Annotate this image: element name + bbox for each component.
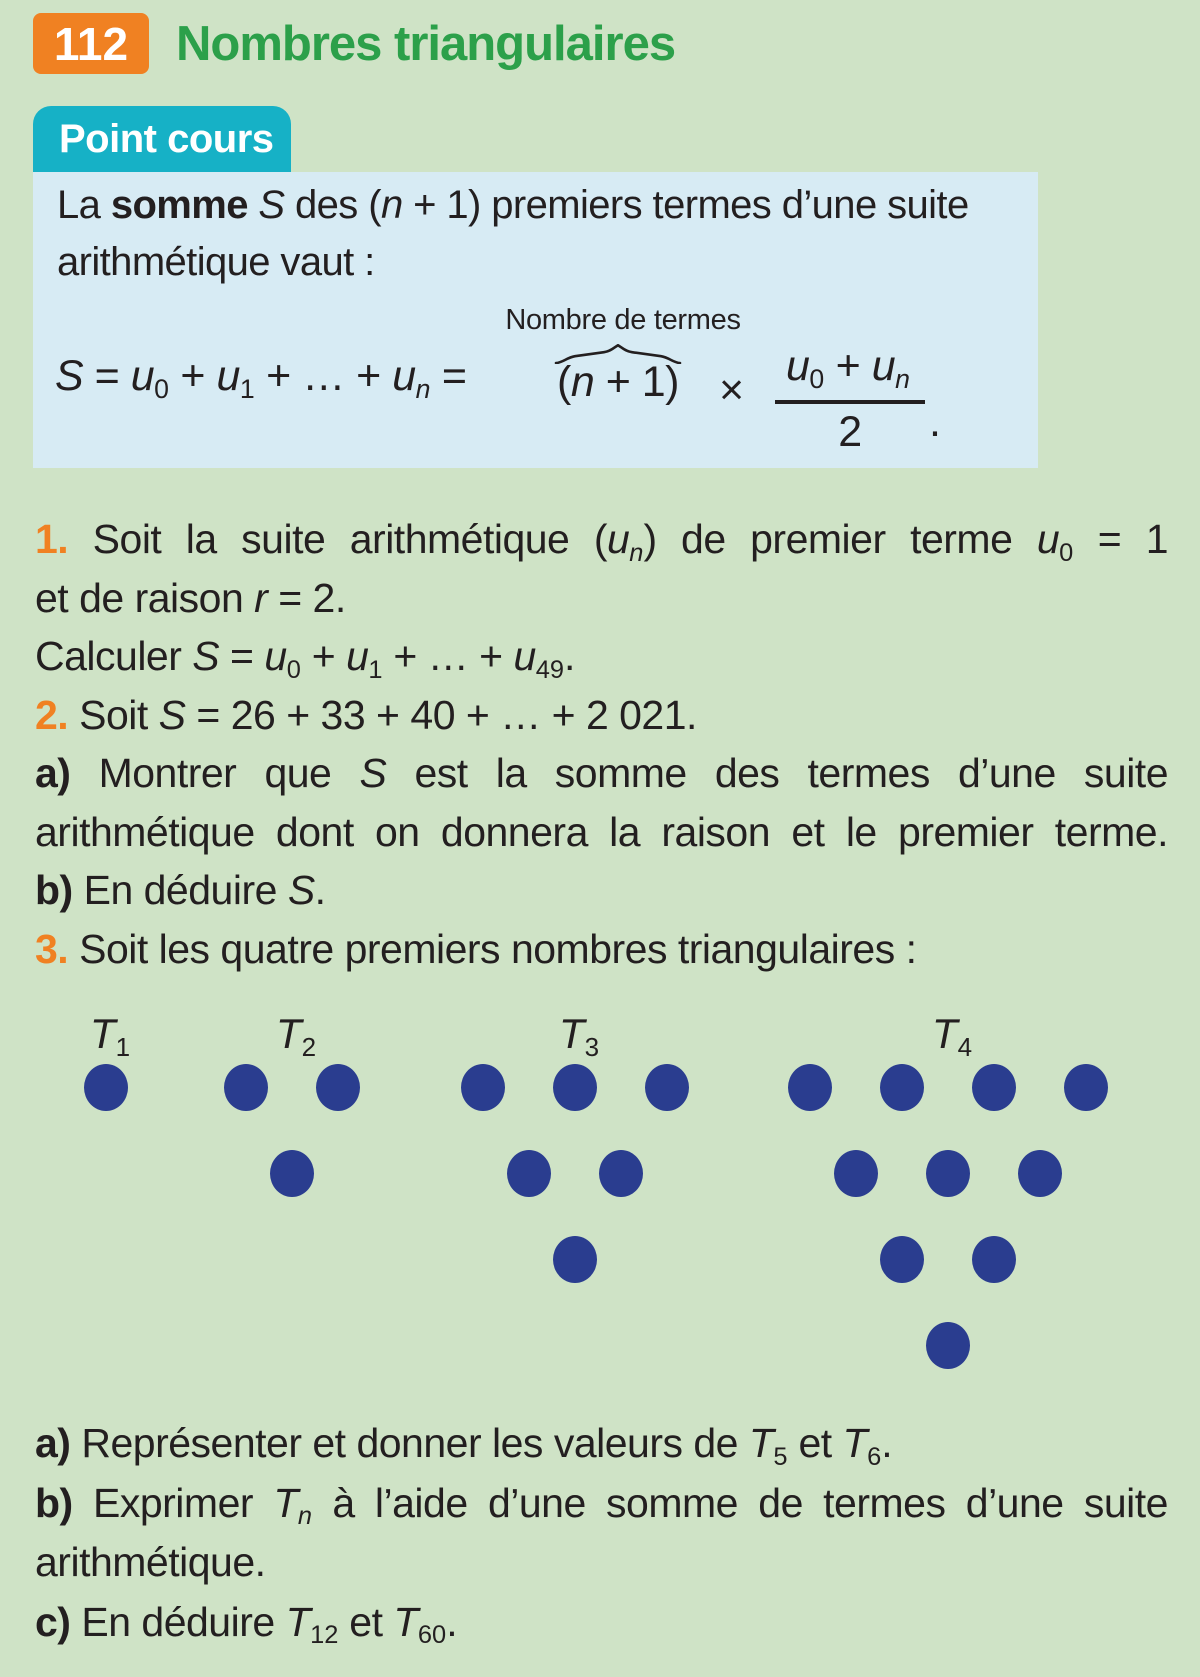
dot-T2-r1-c1 [224, 1064, 268, 1111]
page-title: Nombres triangulaires [176, 17, 676, 71]
q1-line-1: 1. Soit la suite arithmétique (un) de premier terme u0 = 1 [35, 516, 1168, 567]
dot-T4-r1-c1 [788, 1064, 832, 1111]
cours-text-line-1: La somme S des (n + 1) premiers termes d’une suite [57, 183, 969, 227]
point-cours-badge: Point cours [33, 106, 291, 172]
dot-T3-r1-c2 [553, 1064, 597, 1111]
fraction-numerator: u0 + un [785, 342, 910, 394]
q3c-line-1: c) En déduire T12 et T60. [35, 1598, 458, 1650]
brace-label: Nombre de termes [505, 304, 741, 336]
q3b-line-1: b) Exprimer Tn à l’aide d’une somme de termes d’une suite [35, 1479, 1168, 1531]
formula-period: . [929, 398, 941, 446]
q3a-line-1: a) Représenter et donner les valeurs de T5 et T6. [35, 1420, 893, 1471]
dot-T4-r1-c2 [880, 1064, 924, 1111]
dot-T1-r1-c1 [84, 1064, 128, 1111]
formula-term-count: (n + 1) [557, 358, 679, 406]
dot-T3-r1-c1 [461, 1064, 505, 1111]
dot-T4-r2-c2 [926, 1150, 970, 1197]
q2-line-1: 2. Soit S = 26 + 33 + 40 + … + 2 021. [35, 691, 697, 738]
q2a-line-1: a) Montrer que S est la somme des termes d’une suite [35, 750, 1168, 796]
fraction-denominator: 2 [838, 408, 862, 456]
triangle-label-T2: T2 [275, 1010, 317, 1062]
dot-T4-r1-c4 [1064, 1064, 1108, 1111]
dot-T4-r4-c1 [926, 1322, 970, 1369]
q3b-line-2: arithmétique. [35, 1539, 266, 1585]
dot-T3-r3-c1 [553, 1236, 597, 1283]
cours-text-line-2: arithmétique vaut : [57, 240, 375, 284]
triangle-label-T1: T1 [89, 1010, 131, 1062]
dot-T3-r1-c3 [645, 1064, 689, 1111]
multiplication-sign: × [719, 366, 744, 414]
triangle-label-T3: T3 [558, 1010, 600, 1062]
dot-T4-r1-c3 [972, 1064, 1016, 1111]
dot-T4-r3-c2 [972, 1236, 1016, 1283]
triangle-label-T4: T4 [931, 1010, 973, 1062]
q1-line-2: et de raison r = 2. [35, 574, 346, 621]
q3-line-1: 3. Soit les quatre premiers nombres triangulaires : [35, 925, 917, 972]
dot-T4-r2-c1 [834, 1150, 878, 1197]
dot-T4-r2-c3 [1018, 1150, 1062, 1197]
dot-T2-r1-c2 [316, 1064, 360, 1111]
q1-line-3: Calculer S = u0 + u1 + … + u49. [35, 633, 575, 684]
question3-subquestions [35, 1414, 1168, 1652]
exercise-number-badge: 112 [33, 13, 149, 74]
formula-sum-lhs: S = u0 + u1 + … + un = [55, 352, 467, 404]
q2a-line-2: arithmétique dont on donnera la raison et le premier terme. [35, 808, 1168, 855]
dot-T2-r2-c1 [270, 1150, 314, 1197]
dot-T3-r2-c1 [507, 1150, 551, 1197]
dot-T4-r3-c1 [880, 1236, 924, 1283]
dot-T3-r2-c2 [599, 1150, 643, 1197]
q2b-line-1: b) En déduire S. [35, 867, 326, 913]
